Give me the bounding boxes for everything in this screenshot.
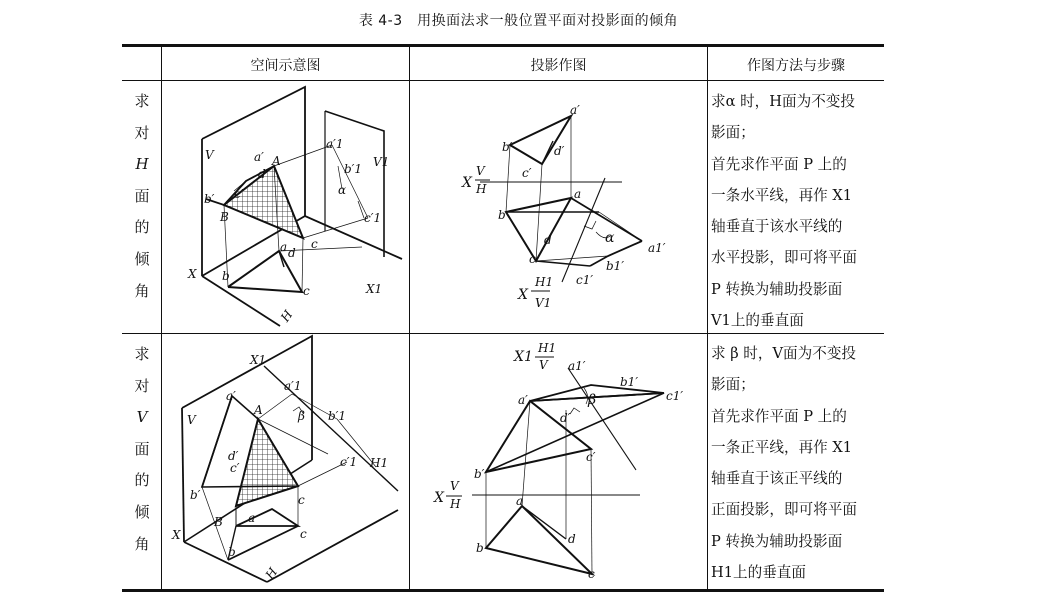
svg-text:B: B — [220, 210, 229, 224]
svg-text:c1′: c1′ — [666, 389, 684, 403]
svg-text:b′1: b′1 — [344, 162, 363, 176]
svg-text:V: V — [539, 358, 548, 372]
svg-text:a1′: a1′ — [648, 241, 666, 255]
header-method: 作图方法与步骤 — [747, 58, 845, 74]
header-space-diagram: 空间示意图 — [250, 58, 321, 74]
svg-text:c: c — [300, 527, 307, 541]
svg-text:d′: d′ — [554, 144, 565, 158]
svg-text:b: b — [228, 545, 236, 559]
svg-text:c: c — [529, 252, 536, 266]
svg-text:V: V — [187, 413, 196, 427]
table-caption: 表 4-3 用换面法求一般位置平面对投影面的倾角 — [358, 13, 679, 29]
svg-text:H: H — [450, 497, 461, 511]
svg-text:a′1: a′1 — [326, 137, 344, 151]
svg-text:c′1: c′1 — [340, 455, 358, 469]
svg-text:X: X — [172, 528, 181, 542]
svg-text:d′: d′ — [258, 167, 269, 181]
svg-text:H: H — [277, 307, 296, 325]
column-divider — [707, 46, 708, 589]
svg-text:a′1: a′1 — [284, 379, 302, 393]
svg-text:X: X — [434, 490, 444, 506]
table-top-rule — [122, 44, 884, 47]
svg-text:a: a — [574, 187, 582, 201]
svg-text:α: α — [605, 230, 615, 246]
svg-text:b′: b′ — [502, 140, 513, 154]
svg-text:B: B — [214, 515, 223, 529]
svg-text:d: d — [568, 532, 576, 546]
svg-text:d′: d′ — [560, 411, 571, 425]
svg-text:A: A — [272, 154, 281, 168]
svg-text:α: α — [338, 183, 347, 197]
projection-diagram-h — [410, 81, 706, 332]
svg-text:H: H — [476, 182, 487, 196]
svg-text:H1: H1 — [538, 341, 557, 355]
svg-text:b1′: b1′ — [620, 375, 639, 389]
svg-text:c′: c′ — [230, 461, 240, 475]
svg-text:A: A — [254, 403, 263, 417]
svg-text:d′: d′ — [228, 449, 239, 463]
svg-text:X: X — [518, 287, 528, 303]
svg-text:X1: X1 — [366, 282, 383, 296]
svg-text:b: b — [222, 269, 230, 283]
svg-text:β: β — [298, 409, 305, 423]
svg-text:c′: c′ — [234, 187, 244, 201]
svg-text:X1: X1 — [514, 349, 533, 365]
svg-text:X1: X1 — [250, 353, 267, 367]
svg-text:V: V — [476, 164, 485, 178]
svg-text:c1′: c1′ — [576, 273, 594, 287]
svg-text:a: a — [516, 494, 524, 508]
svg-text:a′: a′ — [254, 150, 264, 164]
svg-text:a: a — [248, 511, 256, 525]
svg-text:V1: V1 — [535, 296, 552, 310]
svg-text:c: c — [311, 237, 318, 251]
svg-text:H1: H1 — [370, 456, 389, 470]
svg-text:H1: H1 — [535, 275, 554, 289]
svg-text:a′: a′ — [570, 103, 580, 117]
space-diagram-v — [162, 334, 408, 588]
svg-text:b′: b′ — [190, 488, 201, 502]
projection-diagram-v — [410, 334, 706, 588]
svg-text:c: c — [303, 284, 310, 298]
row-label-v: 求 对 V 面 的 倾 角 — [134, 345, 150, 553]
svg-text:c: c — [588, 567, 595, 581]
svg-text:c: c — [298, 493, 305, 507]
svg-text:b′1: b′1 — [328, 409, 347, 423]
svg-text:b′: b′ — [474, 467, 485, 481]
svg-text:b: b — [498, 208, 506, 222]
svg-text:V: V — [205, 148, 214, 162]
method-steps-v: 求 β 时，V面为不变投 影面； 首先求作平面 P 上的 一条正平线，再作 X1 轴垂直于该正平线的 正面投影，即可将平面 P 转换为辅助投影面 H1上的垂直面 — [711, 345, 857, 582]
svg-text:a′: a′ — [518, 393, 528, 407]
svg-text:b′: b′ — [204, 192, 215, 206]
svg-text:a1′: a1′ — [568, 359, 586, 373]
svg-text:b: b — [476, 541, 484, 555]
svg-text:X: X — [462, 175, 472, 191]
table-bottom-rule — [122, 589, 884, 592]
row-label-h: 求 对 H 面 的 倾 角 — [134, 92, 150, 300]
svg-text:c′1: c′1 — [364, 211, 382, 225]
svg-text:a: a — [280, 240, 288, 254]
svg-text:d: d — [544, 233, 552, 247]
svg-text:a′: a′ — [226, 389, 236, 403]
svg-text:β: β — [588, 392, 597, 408]
space-diagram-h — [162, 81, 408, 332]
svg-text:c′: c′ — [586, 450, 596, 464]
svg-text:V1: V1 — [373, 155, 390, 169]
svg-text:X: X — [188, 267, 197, 281]
svg-text:V: V — [450, 479, 459, 493]
header-projection: 投影作图 — [530, 58, 587, 74]
method-steps-h: 求α 时，H面为不变投 影面； 首先求作平面 P 上的 一条水平线，再作 X1 轴垂直于该水平线的 水平投影，即可将平面 P 转换为辅助投影面 V1上的垂直面 — [711, 93, 857, 330]
svg-text:d: d — [288, 246, 296, 260]
svg-text:c′: c′ — [522, 166, 532, 180]
svg-text:b1′: b1′ — [606, 259, 625, 273]
svg-text:H: H — [262, 565, 281, 582]
